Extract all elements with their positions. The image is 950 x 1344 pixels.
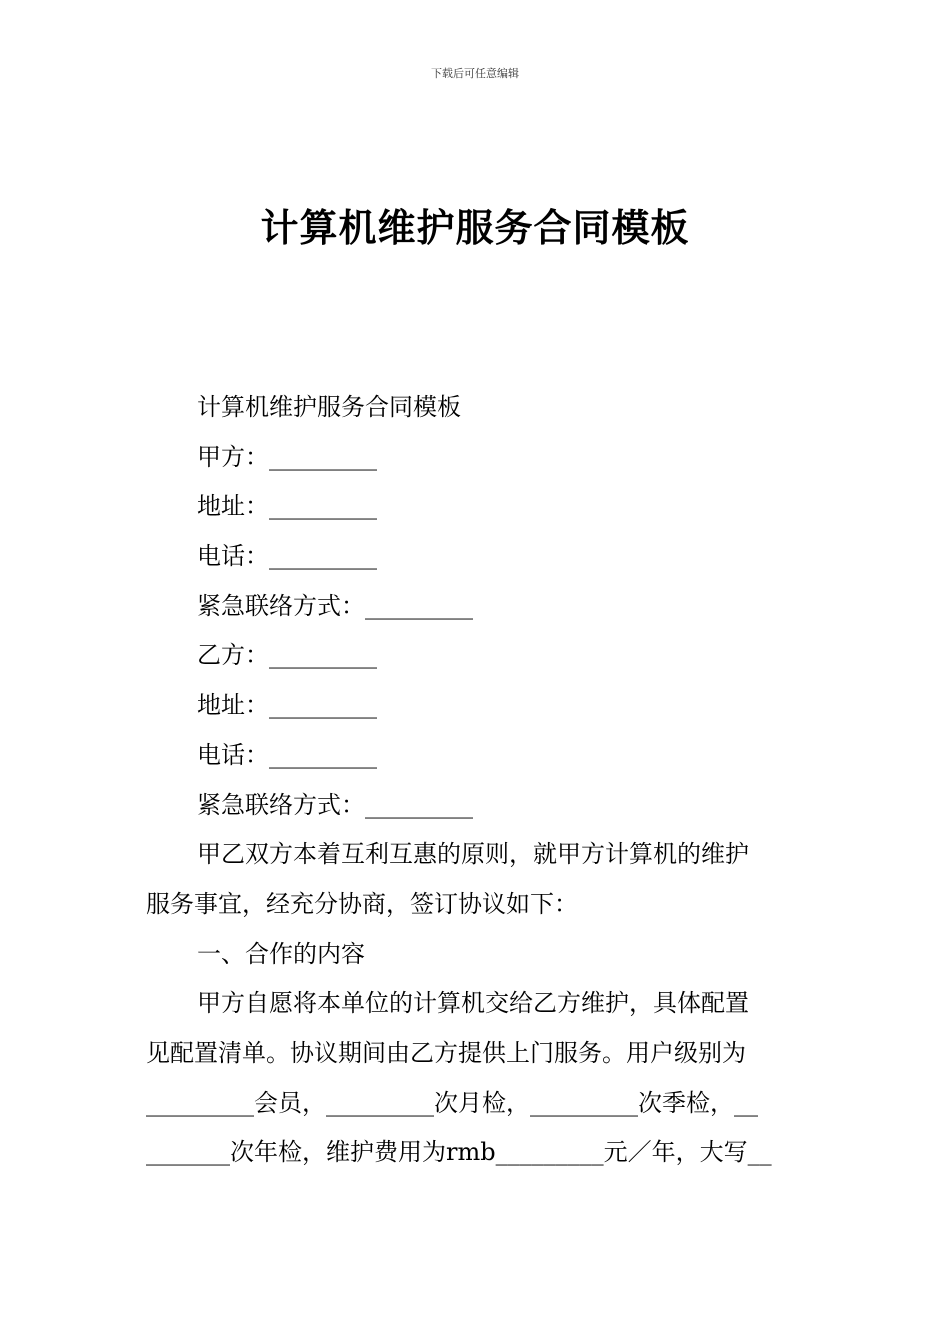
party-a-address-field: 地址：_________ xyxy=(197,492,377,521)
party-b-emergency-contact-field: 紧急联络方式：_________ xyxy=(197,790,473,819)
party-b-phone-field: 电话：_________ xyxy=(197,740,377,769)
document-title: 计算机维护服务合同模板 xyxy=(260,205,690,250)
party-a-emergency-contact-field: 紧急联络方式：_________ xyxy=(197,591,473,620)
section-heading: 一、合作的内容 xyxy=(197,939,365,968)
section-paragraph-line: 甲方自愿将本单位的计算机交给乙方维护，具体配置 xyxy=(197,989,749,1018)
party-b-address-field: 地址：_________ xyxy=(197,691,377,720)
section-paragraph-line: _______次年检，维护费用为rmb_________元／年，大写__ xyxy=(146,1138,772,1167)
intro-paragraph-line: 服务事宜，经充分协商，签订协议如下： xyxy=(146,889,578,918)
section-paragraph-line: 见配置清单。协议期间由乙方提供上门服务。用户级别为 xyxy=(146,1038,746,1067)
inline-title: 计算机维护服务合同模板 xyxy=(197,393,461,421)
page-header-note: 下载后可任意编辑 xyxy=(431,67,519,80)
intro-paragraph-line: 甲乙双方本着互利互惠的原则，就甲方计算机的维护 xyxy=(197,840,749,869)
party-a-phone-field: 电话：_________ xyxy=(197,542,377,571)
party-a-name-field: 甲方：_________ xyxy=(197,442,377,471)
section-paragraph-line: _________会员，_________次月检，_________次季检，__ xyxy=(146,1088,758,1117)
document-body xyxy=(146,383,806,1178)
party-b-name-field: 乙方：_________ xyxy=(197,641,377,670)
